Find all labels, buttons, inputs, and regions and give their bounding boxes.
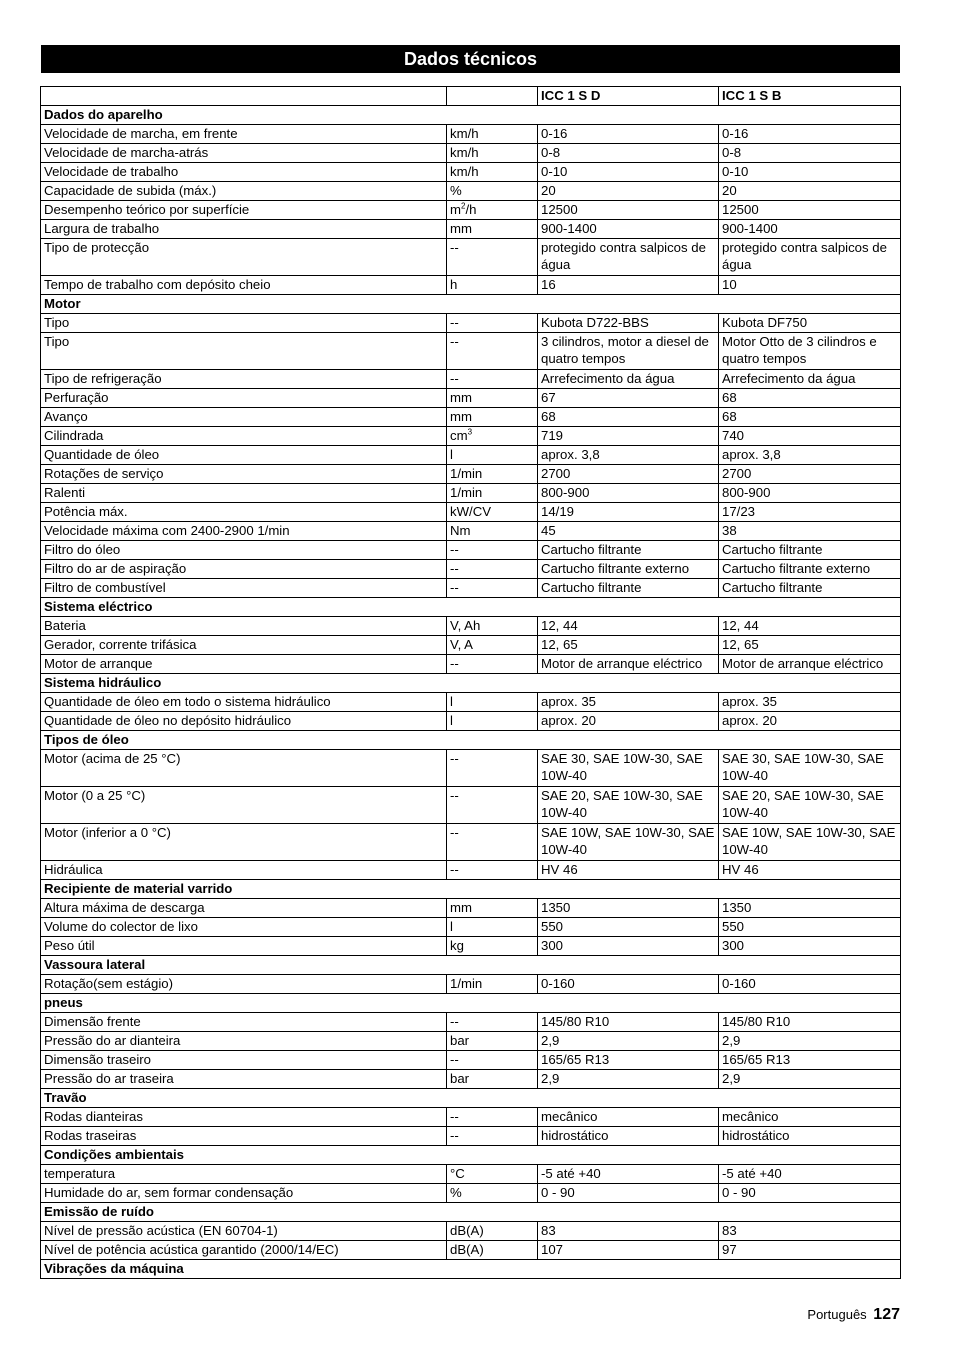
value-cell-model-sd: 2,9 — [538, 1070, 719, 1089]
property-cell: Desempenho teórico por superfície — [41, 201, 447, 220]
header-cell-model-sb: ICC 1 S B — [719, 87, 901, 106]
value-cell-model-sd: aprox. 35 — [538, 693, 719, 712]
value-cell-model-sd: 300 — [538, 937, 719, 956]
section-title: Dados do aparelho — [41, 106, 901, 125]
value-cell-model-sd: 67 — [538, 389, 719, 408]
table-row — [41, 1051, 901, 1070]
unit-cell: -- — [447, 579, 538, 598]
table-row — [41, 446, 901, 465]
section-title: Condições ambientais — [41, 1146, 901, 1165]
section-header-row — [41, 1260, 901, 1279]
value-cell-model-sd: Cartucho filtrante externo — [538, 560, 719, 579]
header-cell-model-sd: ICC 1 S D — [538, 87, 719, 106]
unit-cell: -- — [447, 824, 538, 861]
table-row — [41, 787, 901, 824]
table-row — [41, 636, 901, 655]
page-title: Dados técnicos — [41, 45, 900, 73]
unit-cell: l — [447, 446, 538, 465]
property-cell: Volume do colector de lixo — [41, 918, 447, 937]
section-title: Vassoura lateral — [41, 956, 901, 975]
unit-cell: h — [447, 276, 538, 295]
value-cell-model-sd: 20 — [538, 182, 719, 201]
value-cell-model-sb: 2,9 — [719, 1070, 901, 1089]
table-row — [41, 427, 901, 446]
section-header-row — [41, 994, 901, 1013]
table-row — [41, 1108, 901, 1127]
unit-cell: -- — [447, 370, 538, 389]
table-row — [41, 541, 901, 560]
value-cell-model-sd: protegido contra salpicos de água — [538, 239, 719, 276]
property-cell: Gerador, corrente trifásica — [41, 636, 447, 655]
property-cell: Quantidade de óleo em todo o sistema hidráulico — [41, 693, 447, 712]
property-cell: Rotações de serviço — [41, 465, 447, 484]
section-header-row — [41, 106, 901, 125]
value-cell-model-sb: 12, 65 — [719, 636, 901, 655]
unit-cell: V, A — [447, 636, 538, 655]
property-cell: Dimensão frente — [41, 1013, 447, 1032]
table-row — [41, 333, 901, 370]
unit-cell: kW/CV — [447, 503, 538, 522]
value-cell-model-sb: 17/23 — [719, 503, 901, 522]
table-row — [41, 617, 901, 636]
unit-cell: mm — [447, 389, 538, 408]
value-cell-model-sb: aprox. 20 — [719, 712, 901, 731]
property-cell: Nível de pressão acústica (EN 60704-1) — [41, 1222, 447, 1241]
unit-cell: l — [447, 918, 538, 937]
unit-cell: 1/min — [447, 975, 538, 994]
value-cell-model-sb: 97 — [719, 1241, 901, 1260]
property-cell: Motor (acima de 25 °C) — [41, 750, 447, 787]
unit-cell: -- — [447, 1013, 538, 1032]
table-row — [41, 937, 901, 956]
table-row — [41, 370, 901, 389]
technical-data-table — [40, 86, 901, 1279]
unit-cell: km/h — [447, 125, 538, 144]
value-cell-model-sb: Cartucho filtrante — [719, 579, 901, 598]
unit-cell: km/h — [447, 144, 538, 163]
property-cell: Peso útil — [41, 937, 447, 956]
section-title: Emissão de ruído — [41, 1203, 901, 1222]
value-cell-model-sb: aprox. 35 — [719, 693, 901, 712]
page-footer — [807, 1306, 900, 1324]
value-cell-model-sb: 38 — [719, 522, 901, 541]
section-header-row — [41, 731, 901, 750]
section-title: Sistema hidráulico — [41, 674, 901, 693]
unit-cell: l — [447, 693, 538, 712]
value-cell-model-sd: Cartucho filtrante — [538, 541, 719, 560]
value-cell-model-sd: 12, 65 — [538, 636, 719, 655]
value-cell-model-sd: 1350 — [538, 899, 719, 918]
unit-base: cm — [450, 428, 468, 443]
value-cell-model-sd: aprox. 3,8 — [538, 446, 719, 465]
section-title: Sistema eléctrico — [41, 598, 901, 617]
value-cell-model-sb: 68 — [719, 408, 901, 427]
value-cell-model-sb: SAE 30, SAE 10W-30, SAE 10W-40 — [719, 750, 901, 787]
property-cell: Filtro do óleo — [41, 541, 447, 560]
value-cell-model-sb: Arrefecimento da água — [719, 370, 901, 389]
section-title: Recipiente de material varrido — [41, 880, 901, 899]
unit-suffix: /h — [465, 202, 477, 217]
property-cell: Motor (0 a 25 °C) — [41, 787, 447, 824]
unit-cell: bar — [447, 1070, 538, 1089]
unit-cell: -- — [447, 1108, 538, 1127]
value-cell-model-sb: 0 - 90 — [719, 1184, 901, 1203]
property-cell: Velocidade de marcha-atrás — [41, 144, 447, 163]
table-row — [41, 899, 901, 918]
unit-cell: -- — [447, 861, 538, 880]
unit-cell: km/h — [447, 163, 538, 182]
value-cell-model-sb: 20 — [719, 182, 901, 201]
table-row — [41, 1070, 901, 1089]
unit-cell: -- — [447, 1051, 538, 1070]
unit-cell: -- — [447, 1127, 538, 1146]
value-cell-model-sb: HV 46 — [719, 861, 901, 880]
table-row — [41, 239, 901, 276]
value-cell-model-sb: 0-16 — [719, 125, 901, 144]
value-cell-model-sd: 550 — [538, 918, 719, 937]
table-row — [41, 144, 901, 163]
property-cell: Quantidade de óleo no depósito hidráulico — [41, 712, 447, 731]
unit-cell: -- — [447, 655, 538, 674]
value-cell-model-sb: 12, 44 — [719, 617, 901, 636]
value-cell-model-sb: 0-160 — [719, 975, 901, 994]
value-cell-model-sb: Motor de arranque eléctrico — [719, 655, 901, 674]
value-cell-model-sd: Kubota D722-BBS — [538, 314, 719, 333]
unit-cell: dB(A) — [447, 1241, 538, 1260]
unit-cell: 1/min — [447, 465, 538, 484]
value-cell-model-sb: Kubota DF750 — [719, 314, 901, 333]
unit-cell: mm — [447, 408, 538, 427]
property-cell: Rodas traseiras — [41, 1127, 447, 1146]
value-cell-model-sd: HV 46 — [538, 861, 719, 880]
value-cell-model-sb: SAE 20, SAE 10W-30, SAE 10W-40 — [719, 787, 901, 824]
property-cell: Filtro do ar de aspiração — [41, 560, 447, 579]
unit-cell: -- — [447, 314, 538, 333]
value-cell-model-sd: 0-160 — [538, 975, 719, 994]
unit-cell: V, Ah — [447, 617, 538, 636]
value-cell-model-sd: 900-1400 — [538, 220, 719, 239]
value-cell-model-sb: 165/65 R13 — [719, 1051, 901, 1070]
section-header-row — [41, 1203, 901, 1222]
table-row — [41, 712, 901, 731]
header-cell-unit — [447, 87, 538, 106]
value-cell-model-sb: Motor Otto de 3 cilindros e quatro tempos — [719, 333, 901, 370]
value-cell-model-sd: 12, 44 — [538, 617, 719, 636]
property-cell: Velocidade de marcha, em frente — [41, 125, 447, 144]
property-cell: Altura máxima de descarga — [41, 899, 447, 918]
unit-cell: mm — [447, 220, 538, 239]
table-row — [41, 484, 901, 503]
value-cell-model-sd: 2,9 — [538, 1032, 719, 1051]
property-cell: Rotação(sem estágio) — [41, 975, 447, 994]
value-cell-model-sb: 1350 — [719, 899, 901, 918]
value-cell-model-sd: 0-16 — [538, 125, 719, 144]
property-cell: Tempo de trabalho com depósito cheio — [41, 276, 447, 295]
unit-cell: kg — [447, 937, 538, 956]
value-cell-model-sd: 719 — [538, 427, 719, 446]
value-cell-model-sd: SAE 30, SAE 10W-30, SAE 10W-40 — [538, 750, 719, 787]
value-cell-model-sd: 12500 — [538, 201, 719, 220]
property-cell: Rodas dianteiras — [41, 1108, 447, 1127]
value-cell-model-sd: 145/80 R10 — [538, 1013, 719, 1032]
value-cell-model-sd: 68 — [538, 408, 719, 427]
property-cell: Motor de arranque — [41, 655, 447, 674]
value-cell-model-sb: 145/80 R10 — [719, 1013, 901, 1032]
property-cell: Largura de trabalho — [41, 220, 447, 239]
section-header-row — [41, 1146, 901, 1165]
unit-cell: -- — [447, 750, 538, 787]
unit-cell: -- — [447, 787, 538, 824]
property-cell: Perfuração — [41, 389, 447, 408]
table-row — [41, 975, 901, 994]
value-cell-model-sb: 12500 — [719, 201, 901, 220]
section-title: Tipos de óleo — [41, 731, 901, 750]
property-cell: Motor (inferior a 0 °C) — [41, 824, 447, 861]
header-cell-property — [41, 87, 447, 106]
property-cell: Hidráulica — [41, 861, 447, 880]
table-row — [41, 465, 901, 484]
property-cell: Potência máx. — [41, 503, 447, 522]
value-cell-model-sb: aprox. 3,8 — [719, 446, 901, 465]
unit-cell: -- — [447, 560, 538, 579]
value-cell-model-sd: 14/19 — [538, 503, 719, 522]
value-cell-model-sd: 83 — [538, 1222, 719, 1241]
property-cell: Pressão do ar traseira — [41, 1070, 447, 1089]
footer-language: Português — [807, 1307, 867, 1322]
value-cell-model-sd: 0 - 90 — [538, 1184, 719, 1203]
property-cell: Bateria — [41, 617, 447, 636]
value-cell-model-sd: hidrostático — [538, 1127, 719, 1146]
value-cell-model-sd: 0-10 — [538, 163, 719, 182]
property-cell: Nível de potência acústica garantido (2000/14/EC) — [41, 1241, 447, 1260]
unit-cell: dB(A) — [447, 1222, 538, 1241]
value-cell-model-sb: -5 até +40 — [719, 1165, 901, 1184]
property-cell: Avanço — [41, 408, 447, 427]
table-row — [41, 918, 901, 937]
property-cell: Cilindrada — [41, 427, 447, 446]
value-cell-model-sb: 900-1400 — [719, 220, 901, 239]
value-cell-model-sb: protegido contra salpicos de água — [719, 239, 901, 276]
property-cell: temperatura — [41, 1165, 447, 1184]
section-header-row — [41, 880, 901, 899]
table-row — [41, 201, 901, 220]
value-cell-model-sb: 300 — [719, 937, 901, 956]
section-title: Travão — [41, 1089, 901, 1108]
unit-exponent: 3 — [467, 427, 473, 437]
property-cell: Tipo de protecção — [41, 239, 447, 276]
value-cell-model-sd: Cartucho filtrante — [538, 579, 719, 598]
value-cell-model-sb: 10 — [719, 276, 901, 295]
section-header-row — [41, 674, 901, 693]
unit-cell — [447, 201, 538, 220]
value-cell-model-sb: 68 — [719, 389, 901, 408]
table-row — [41, 1241, 901, 1260]
section-header-row — [41, 1089, 901, 1108]
unit-cell: -- — [447, 541, 538, 560]
property-cell: Velocidade de trabalho — [41, 163, 447, 182]
table-row — [41, 824, 901, 861]
value-cell-model-sb: 0-10 — [719, 163, 901, 182]
property-cell: Capacidade de subida (máx.) — [41, 182, 447, 201]
page-number: 127 — [873, 1306, 900, 1323]
table-header-row — [41, 87, 901, 106]
value-cell-model-sd: mecânico — [538, 1108, 719, 1127]
unit-cell: °C — [447, 1165, 538, 1184]
value-cell-model-sd: 0-8 — [538, 144, 719, 163]
section-header-row — [41, 295, 901, 314]
unit-cell: Nm — [447, 522, 538, 541]
unit-cell: bar — [447, 1032, 538, 1051]
table-row — [41, 560, 901, 579]
table-row — [41, 1184, 901, 1203]
property-cell: Tipo — [41, 333, 447, 370]
table-row — [41, 750, 901, 787]
table-row — [41, 655, 901, 674]
unit-cell: -- — [447, 333, 538, 370]
value-cell-model-sd: 45 — [538, 522, 719, 541]
table-row — [41, 861, 901, 880]
unit-base: m — [450, 202, 461, 217]
value-cell-model-sb: 550 — [719, 918, 901, 937]
table-row — [41, 1165, 901, 1184]
value-cell-model-sd: aprox. 20 — [538, 712, 719, 731]
unit-cell: % — [447, 182, 538, 201]
table-row — [41, 220, 901, 239]
section-title: Motor — [41, 295, 901, 314]
unit-exponent: 2 — [461, 201, 466, 211]
value-cell-model-sb: Cartucho filtrante — [719, 541, 901, 560]
property-cell: Dimensão traseiro — [41, 1051, 447, 1070]
value-cell-model-sb: 800-900 — [719, 484, 901, 503]
section-header-row — [41, 598, 901, 617]
unit-cell: l — [447, 712, 538, 731]
value-cell-model-sd: Arrefecimento da água — [538, 370, 719, 389]
value-cell-model-sb: Cartucho filtrante externo — [719, 560, 901, 579]
value-cell-model-sb: 2,9 — [719, 1032, 901, 1051]
table-row — [41, 503, 901, 522]
value-cell-model-sd: 165/65 R13 — [538, 1051, 719, 1070]
value-cell-model-sb: hidrostático — [719, 1127, 901, 1146]
value-cell-model-sb: 0-8 — [719, 144, 901, 163]
table-row — [41, 163, 901, 182]
value-cell-model-sd: SAE 10W, SAE 10W-30, SAE 10W-40 — [538, 824, 719, 861]
table-row — [41, 1032, 901, 1051]
table-row — [41, 522, 901, 541]
section-title: Vibrações da máquina — [41, 1260, 901, 1279]
value-cell-model-sd: 800-900 — [538, 484, 719, 503]
section-title: pneus — [41, 994, 901, 1013]
property-cell: Pressão do ar dianteira — [41, 1032, 447, 1051]
property-cell: Velocidade máxima com 2400-2900 1/min — [41, 522, 447, 541]
table-row — [41, 693, 901, 712]
table-row — [41, 1127, 901, 1146]
table-row — [41, 276, 901, 295]
value-cell-model-sd: 3 cilindros, motor a diesel de quatro tempos — [538, 333, 719, 370]
value-cell-model-sb: 740 — [719, 427, 901, 446]
table-row — [41, 389, 901, 408]
table-row — [41, 182, 901, 201]
property-cell: Filtro de combustível — [41, 579, 447, 598]
value-cell-model-sd: SAE 20, SAE 10W-30, SAE 10W-40 — [538, 787, 719, 824]
unit-cell — [447, 427, 538, 446]
section-header-row — [41, 956, 901, 975]
value-cell-model-sb: 83 — [719, 1222, 901, 1241]
table-row — [41, 579, 901, 598]
value-cell-model-sd: 2700 — [538, 465, 719, 484]
unit-cell: -- — [447, 239, 538, 276]
table-row — [41, 1013, 901, 1032]
property-cell: Quantidade de óleo — [41, 446, 447, 465]
table-row — [41, 125, 901, 144]
property-cell: Tipo de refrigeração — [41, 370, 447, 389]
value-cell-model-sb: 2700 — [719, 465, 901, 484]
value-cell-model-sd: 107 — [538, 1241, 719, 1260]
value-cell-model-sb: SAE 10W, SAE 10W-30, SAE 10W-40 — [719, 824, 901, 861]
property-cell: Humidade do ar, sem formar condensação — [41, 1184, 447, 1203]
table-row — [41, 314, 901, 333]
table-row — [41, 408, 901, 427]
technical-data-body — [41, 87, 901, 1279]
unit-cell: % — [447, 1184, 538, 1203]
table-row — [41, 1222, 901, 1241]
property-cell: Tipo — [41, 314, 447, 333]
value-cell-model-sd: Motor de arranque eléctrico — [538, 655, 719, 674]
unit-cell: mm — [447, 899, 538, 918]
value-cell-model-sd: 16 — [538, 276, 719, 295]
value-cell-model-sd: -5 até +40 — [538, 1165, 719, 1184]
unit-cell: 1/min — [447, 484, 538, 503]
property-cell: Ralenti — [41, 484, 447, 503]
value-cell-model-sb: mecânico — [719, 1108, 901, 1127]
